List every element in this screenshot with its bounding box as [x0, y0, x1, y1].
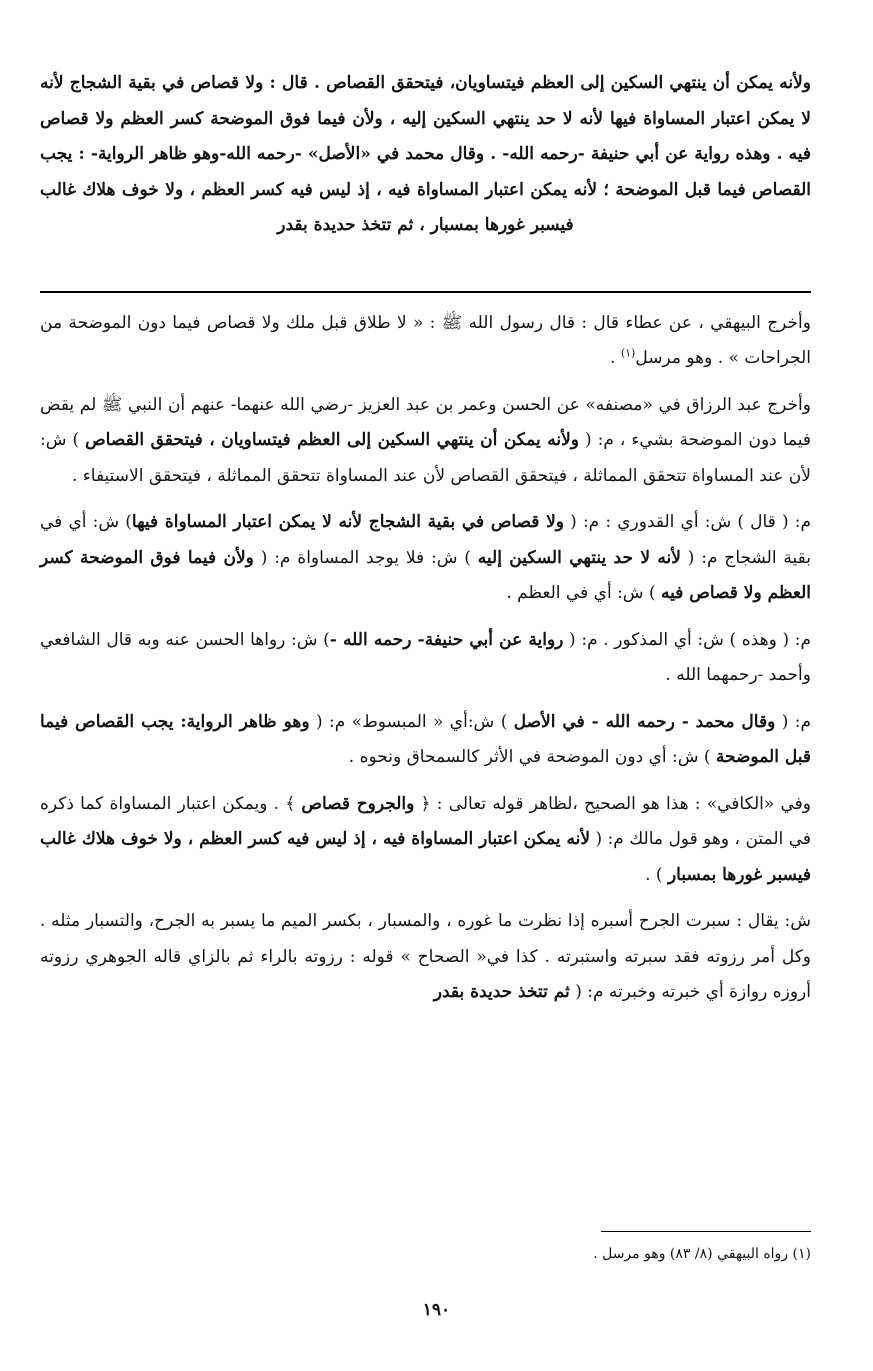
footnote: (١) رواه البيهقي (٨/ ٨٣) وهو مرسل . — [593, 1246, 811, 1262]
matn-text-block — [40, 66, 811, 244]
sharh-paragraph-4: م: ( وهذه ) ش: أي المذكور . م: ( رواية عن أبي حنيفة- رحمه الله -) ش: رواها الحسن عنه وبه قال الشافعي وأحمد -رحمهما الله . — [40, 629, 811, 685]
matn-quote: ولا قصاص في بقية الشجاج لأنه لا يمكن اعتبار المساواة فيها — [131, 512, 564, 532]
sharh-paragraph-7: ش: يقال : سبرت الجرح أسبره إذا نظرت ما غوره ، والمسبار ، بكسر الميم ما يسبر به الجرح، والتسبار مثله . وكل أمر رزوته فقد سبرته واستبرته . كذا في« الصحاح » قوله : رزوته بالراء ثم بالزاي قاله الجوهري رزوته أروزه روازة أي خبرته وخبرته م: ( ثم تتخذ حديدة بقدر — [40, 911, 811, 1002]
sharh-paragraph-3: م: ( قال ) ش: أي القدوري : م: ( ولا قصاص في بقية الشجاج لأنه لا يمكن اعتبار المساواة فيها) ش: أي في بقية الشجاج م: ( لأنه لا حد ينتهي السكين إليه ) ش: فلا يوجد المساواة م: ( ولأن فيما فوق الموضحة كسر العظم ولا قصاص فيه ) ش: أي في العظم . — [40, 512, 811, 603]
sharh-paragraph-2: وأخرج عبد الرزاق في «مصنفه» عن الحسن وعمر بن عبد العزيز -رضي الله عنهما- عنهم أن النبي ﷺ لم يقض فيما دون الموضحة بشيء ، م: ( ولأنه يمكن أن ينتهي السكين إلى العظم فيتساويان ، فيتحقق القصاص ) ش: لأن عند المساواة تتحقق المماثلة ، فيتحقق القصاص لأن عند المساواة تتحقق المماثلة ، فيتحقق الاستيفاء . — [40, 394, 812, 486]
quran-quote: والجروح قصاص — [301, 793, 415, 814]
footnote-reference[interactable]: (١) — [620, 346, 636, 360]
matn-quote: رواية عن أبي حنيفة- رحمه الله - — [329, 629, 564, 650]
footnote-rule — [601, 1231, 811, 1232]
page-number: ١٩٠ — [422, 1300, 451, 1320]
sharh-paragraph-5: م: ( وقال محمد - رحمه الله - في الأصل ) ش:أي « المبسوط» م: ( وهو ظاهر الرواية: يجب القصاص فيما قبل الموضحة ) ش: أي دون الموضحة في الأثر كالسمحاق ونحوه . — [40, 711, 811, 767]
sharh-paragraph-6: وفي «الكافي» : هذا هو الصحيح ،لظاهر قوله تعالى : ﴿ والجروح قصاص ﴾ . ويمكن اعتبار المساواة كما ذكره في المتن ، وهو قول مالك م: ( لأنه يمكن اعتبار المساواة فيه ، إذ ليس فيه كسر العظم ، ولا خوف هلاك غالب فيسبر غورها بمسبار ) . — [40, 793, 812, 885]
matn-quote: وهو ظاهر الرواية: يجب القصاص فيما قبل الموضحة — [40, 711, 811, 767]
matn-quote: ولأنه يمكن أن ينتهي السكين إلى العظم فيتساويان ، فيتحقق القصاص — [85, 430, 580, 450]
page-body — [40, 66, 811, 1022]
matn-sharh-separator — [40, 291, 811, 293]
matn-quote: وقال محمد - رحمه الله - في الأصل — [513, 711, 776, 732]
matn-quote: ثم تتخذ حديدة بقدر — [433, 982, 570, 1002]
sharh-text-block — [40, 306, 811, 1011]
matn-paragraph: ولأنه يمكن أن ينتهي السكين إلى العظم فيتساويان، فيتحقق القصاص . قال : ولا قصاص في بقية الشجاج لأنه لا يمكن اعتبار المساواة فيها لأنه لا حد ينتهي السكين إليه ، ولأن فيما فوق الموضحة كسر العظم ولا قصاص فيه . وهذه رواية عن أبي حنيفة -رحمه الله- . وقال محمد في «الأصل» -رحمه الله-وهو ظاهر الرواية- : يجب القصاص فيما قبل الموضحة ؛ لأنه يمكن اعتبار المساواة فيه ، إذ ليس فيه كسر العظم ، ولا خوف هلاك غالب فيسبر غورها بمسبار ، ثم تتخذ حديدة بقدر — [40, 73, 811, 235]
matn-quote: لأنه يمكن اعتبار المساواة فيه ، إذ ليس فيه كسر العظم ، ولا خوف هلاك غالب فيسبر غورها بمسبار — [40, 829, 811, 885]
sharh-paragraph-1: وأخرج البيهقي ، عن عطاء قال : قال رسول الله ﷺ : « لا طلاق قبل ملك ولا قصاص فيما دون الموضحة من الجراحات » . وهو مرسل$^{(١)}$ . — [40, 312, 811, 368]
matn-quote: لأنه لا حد ينتهي السكين إليه — [477, 547, 681, 568]
matn-quote: ولأن فيما فوق الموضحة كسر العظم ولا قصاص فيه — [40, 547, 811, 603]
